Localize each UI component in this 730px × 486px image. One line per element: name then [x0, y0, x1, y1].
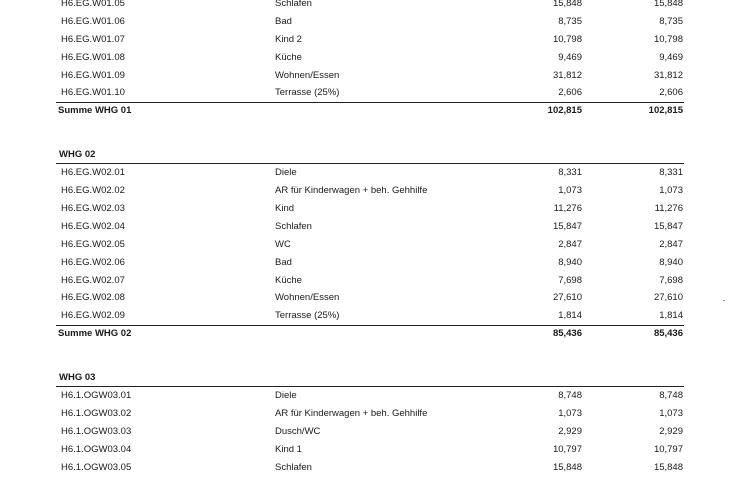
area-value: 2,847: [558, 238, 582, 250]
room-id: H6.EG.W02.09: [61, 310, 125, 322]
area-total: 2,929: [659, 425, 683, 437]
area-value: 10,798: [552, 33, 582, 45]
area-value: 9,469: [558, 51, 582, 63]
table-row: [0, 423, 730, 441]
room-id: H6.EG.W01.09: [61, 69, 125, 81]
room-id: H6.EG.W02.04: [61, 220, 125, 232]
area-total: 27,610: [653, 292, 683, 304]
area-total: 2,606: [659, 87, 683, 99]
room-name: Bad: [275, 256, 292, 268]
room-name: Diele: [275, 390, 297, 402]
area-total: 9,469: [659, 51, 683, 63]
table-row: [0, 254, 730, 272]
room-id: H6.1.OGW03.01: [61, 390, 132, 402]
area-value: 8,331: [558, 167, 582, 179]
table-row: [0, 387, 730, 405]
room-id: H6.EG.W02.05: [61, 238, 125, 250]
area-value: 1,073: [558, 408, 582, 420]
table-row: [0, 405, 730, 423]
area-value: 8,748: [558, 390, 582, 402]
table-row: [0, 307, 730, 325]
area-total: 8,735: [659, 15, 683, 27]
table-row: [0, 200, 730, 218]
room-id: H6.EG.W02.01: [61, 167, 125, 179]
sum-area-value: 102,815: [547, 105, 582, 117]
table-row: [0, 272, 730, 290]
room-id: H6.1.OGW03.05: [61, 461, 132, 473]
area-value: 27,610: [552, 292, 582, 304]
room-name: Terrasse (25%): [275, 87, 340, 99]
sum-label: Summe WHG 01: [58, 105, 132, 117]
area-value: 7,698: [558, 274, 582, 286]
room-name: Wohnen/Essen: [275, 292, 340, 304]
area-value: 10,797: [552, 443, 582, 455]
room-name: Schlafen: [275, 461, 312, 473]
group-sum-row: [0, 102, 730, 120]
area-total: 15,847: [653, 220, 683, 232]
area-value: 11,276: [553, 203, 582, 215]
area-total: 1,073: [659, 185, 683, 197]
table-row: [0, 164, 730, 182]
area-total: 1,073: [659, 408, 683, 420]
room-name: AR für Kinderwagen + beh. Gehhilfe: [275, 185, 428, 197]
room-id: H6.1.OGW03.03: [61, 425, 132, 437]
table-row: [0, 441, 730, 459]
table-row: [0, 289, 730, 307]
table-row: [0, 49, 730, 67]
room-id: H6.EG.W01.10: [61, 87, 125, 99]
group-title-text: WHG 03: [59, 372, 96, 384]
area-total: 8,748: [659, 390, 683, 402]
area-total: 31,812: [653, 69, 683, 81]
area-total: 8,940: [659, 256, 683, 268]
area-total: 10,797: [653, 443, 683, 455]
room-id: H6.1.OGW03.04: [61, 443, 132, 455]
room-name: Diele: [275, 167, 297, 179]
table-row: [0, 218, 730, 236]
area-total: 8,331: [659, 167, 683, 179]
room-id: H6.EG.W02.03: [61, 203, 125, 215]
area-value: 15,848: [552, 0, 582, 9]
area-value: 15,848: [552, 461, 582, 473]
area-total: 15,848: [653, 461, 683, 473]
area-total: 2,847: [659, 238, 683, 250]
group-title: [0, 146, 730, 164]
area-total: 10,798: [653, 33, 683, 45]
room-name: Terrasse (25%): [275, 310, 340, 322]
room-id: H6.EG.W01.05: [61, 0, 125, 9]
sum-area-value: 85,436: [552, 328, 582, 340]
sum-area-total: 85,436: [653, 328, 683, 340]
group-title-text: WHG 02: [59, 149, 96, 161]
room-name: Dusch/WC: [275, 425, 321, 437]
area-value: 8,735: [558, 15, 582, 27]
room-name: Kind 2: [275, 33, 302, 45]
area-total: 1,814: [659, 310, 683, 322]
group-whg-03: [0, 369, 730, 476]
table-row: [0, 84, 730, 102]
room-id: H6.EG.W01.06: [61, 15, 125, 27]
area-total: 15,848: [653, 0, 683, 9]
table-row: [0, 31, 730, 49]
group-title: [0, 369, 730, 387]
area-value: 1,073: [558, 185, 582, 197]
area-total: 7,698: [659, 274, 683, 286]
area-value: 8,940: [558, 256, 582, 268]
table-row: [0, 0, 730, 13]
area-value: 2,929: [558, 425, 582, 437]
group-sum-row: [0, 325, 730, 343]
scan-speck: [723, 300, 725, 301]
table-row: [0, 13, 730, 31]
room-name: Küche: [275, 51, 302, 63]
table-row: [0, 182, 730, 200]
room-name: Wohnen/Essen: [275, 69, 340, 81]
room-id: H6.EG.W02.02: [61, 185, 125, 197]
area-value: 15,847: [552, 220, 582, 232]
group-whg-02: [0, 146, 730, 343]
area-total: 11,276: [654, 203, 683, 215]
room-name: Küche: [275, 274, 302, 286]
room-name: Kind 1: [275, 443, 302, 455]
room-name: Bad: [275, 15, 292, 27]
room-name: Schlafen: [275, 220, 312, 232]
room-id: H6.EG.W02.08: [61, 292, 125, 304]
sum-label: Summe WHG 02: [58, 328, 132, 340]
area-value: 31,812: [552, 69, 582, 81]
sum-area-total: 102,815: [648, 105, 683, 117]
room-name: Schlafen: [275, 0, 312, 9]
room-name: WC: [275, 238, 291, 250]
room-id: H6.EG.W01.07: [61, 33, 125, 45]
table-row: [0, 236, 730, 254]
room-name: AR für Kinderwagen + beh. Gehhilfe: [275, 408, 428, 420]
area-value: 2,606: [558, 87, 582, 99]
room-name: Kind: [275, 203, 295, 215]
group-whg-01: [0, 0, 730, 120]
room-id: H6.1.OGW03.02: [61, 408, 132, 420]
table-row: [0, 459, 730, 477]
room-id: H6.EG.W02.07: [61, 274, 125, 286]
room-id: H6.EG.W01.08: [61, 51, 125, 63]
room-id: H6.EG.W02.06: [61, 256, 125, 268]
table-row: [0, 67, 730, 85]
area-value: 1,814: [558, 310, 582, 322]
